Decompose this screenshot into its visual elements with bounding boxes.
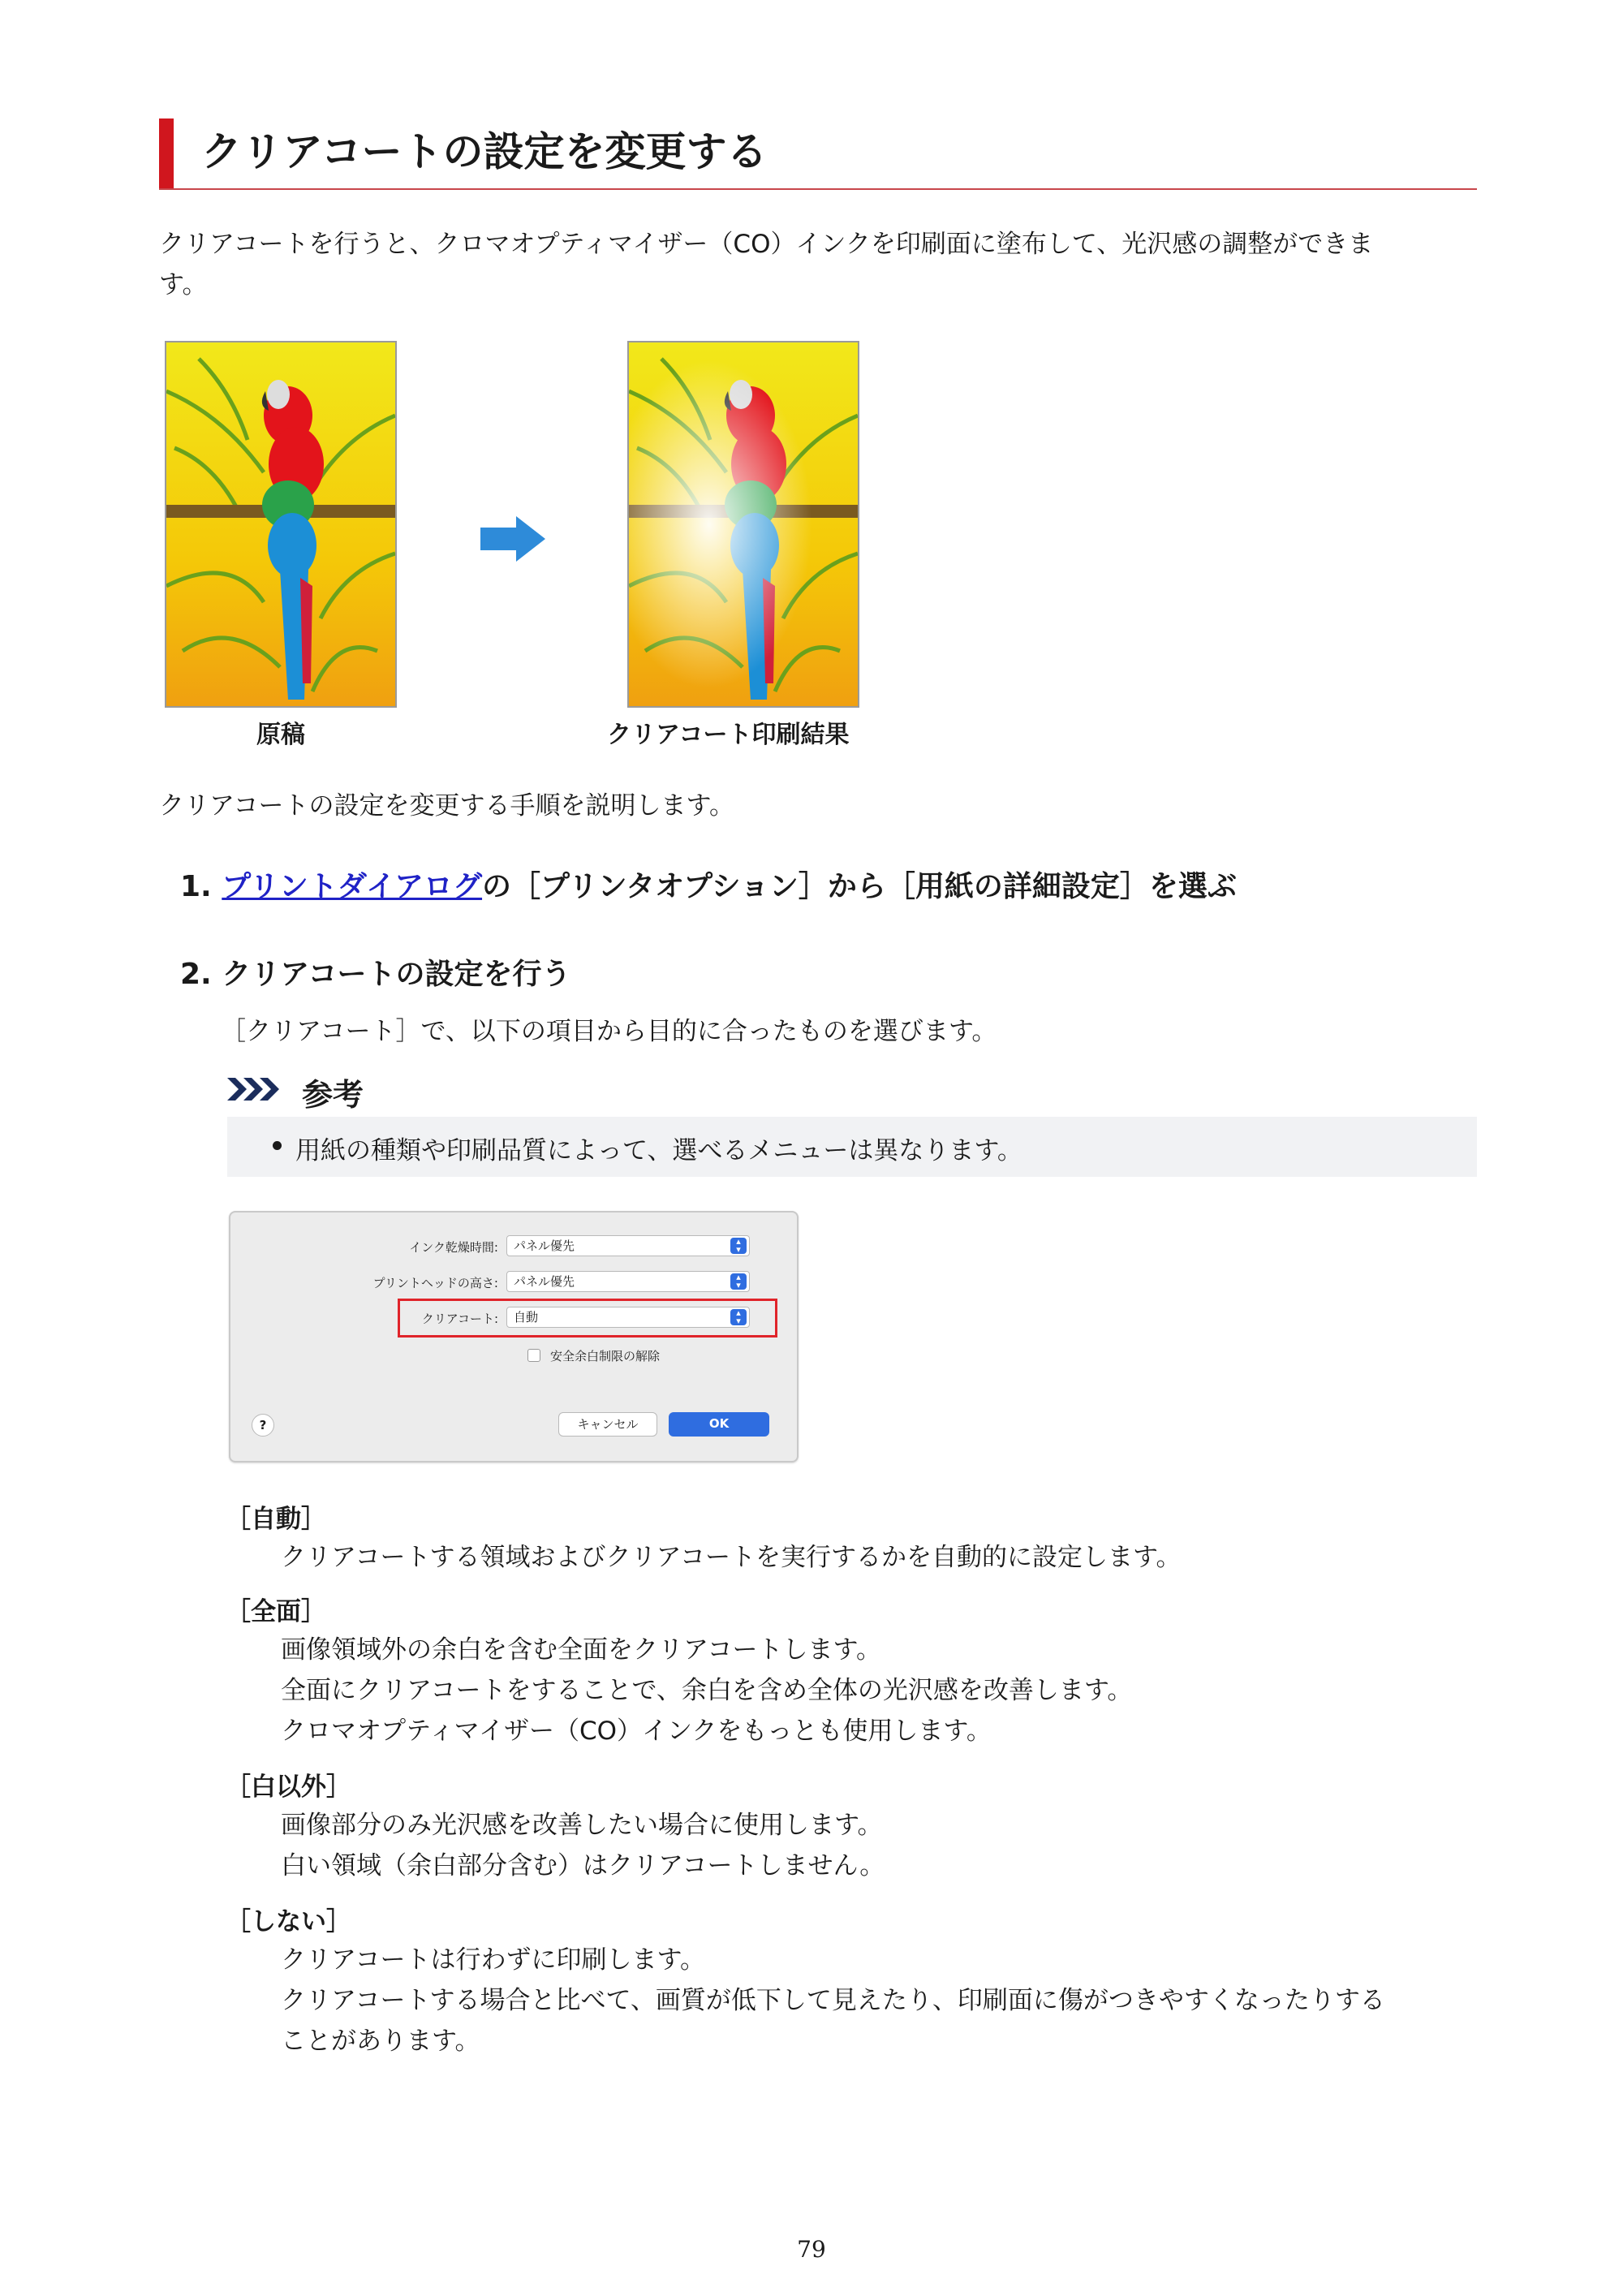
option-full-title: ［全面］: [226, 1597, 326, 1626]
result-caption: クリアコート印刷結果: [607, 721, 850, 749]
option-full-line-1: 画像領域外の余白を含む全面をクリアコートします。: [281, 1635, 881, 1665]
step-2-description: ［クリアコート］で、以下の項目から目的に合ったものを選びます。: [221, 1017, 997, 1046]
clear-coat-result-image: [627, 341, 859, 708]
ink-dry-select[interactable]: [506, 1235, 750, 1256]
original-image: [165, 341, 397, 708]
ink-dry-label: インク乾燥時間:: [409, 1240, 498, 1255]
clear-coat-value: 自動: [514, 1310, 539, 1325]
option-non-white-line-2: 白い領域（余白部分含む）はクリアコートしません。: [281, 1851, 885, 1880]
select-chevron-icon: ▴ ▾: [730, 1309, 747, 1325]
select-chevron-icon: ▴ ▾: [730, 1238, 747, 1254]
procedure-intro: クリアコートの設定を変更する手順を説明します。: [159, 791, 734, 821]
select-chevron-icon: ▴ ▾: [730, 1273, 747, 1290]
print-options-dialog: [229, 1211, 799, 1462]
option-none-title: ［しない］: [226, 1907, 351, 1936]
head-height-value: パネル優先: [514, 1274, 575, 1289]
note-chevrons-icon: [227, 1078, 281, 1101]
clear-coat-select[interactable]: [506, 1307, 750, 1328]
option-none-line-2: クリアコートする場合と比べて、画質が低下して見えたり、印刷面に傷がつきやすくなったりする: [281, 1986, 1385, 2015]
option-none-line-1: クリアコートは行わずに印刷します。: [281, 1945, 705, 1975]
heading-divider: [159, 188, 1477, 190]
ok-button[interactable]: OK: [669, 1412, 769, 1437]
cancel-button[interactable]: キャンセル: [558, 1412, 657, 1437]
option-non-white-line-1: 画像部分のみ光沢感を改善したい場合に使用します。: [281, 1811, 883, 1840]
option-non-white-title: ［白以外］: [226, 1773, 351, 1802]
option-full-line-2: 全面にクリアコートをすることで、余白を含め全体の光沢感を改善します。: [281, 1676, 1133, 1705]
intro-line-1: クリアコートを行うと、クロマオプティマイザー（CO）インクを印刷面に塗布して、光沢感の調整ができま: [159, 230, 1374, 259]
heading-accent-bar: [159, 118, 174, 188]
safe-margin-checkbox[interactable]: [527, 1349, 540, 1362]
step-1-number: 1.: [180, 870, 212, 903]
page-number: 79: [797, 2236, 826, 2263]
print-dialog-link[interactable]: プリントダイアログ: [222, 870, 483, 903]
original-caption: 原稿: [256, 721, 305, 749]
option-auto-title: ［自動］: [226, 1505, 326, 1534]
head-height-label: プリントヘッドの高さ:: [372, 1276, 498, 1290]
step-1-text: の［プリンタオプション］から［用紙の詳細設定］を選ぶ: [482, 870, 1237, 903]
step-1: [180, 867, 1237, 907]
step-2: [180, 954, 570, 995]
clear-coat-label: クリアコート:: [421, 1312, 498, 1326]
step-2-number: 2.: [180, 958, 212, 991]
option-auto-line-1: クリアコートする領域およびクリアコートを実行するかを自動的に設定します。: [281, 1543, 1182, 1572]
safe-margin-label: 安全余白制限の解除: [550, 1349, 661, 1363]
note-item: 用紙の種類や印刷品質によって、選べるメニューは異なります。: [295, 1136, 1022, 1165]
head-height-select[interactable]: [506, 1271, 750, 1292]
note-label: 参考: [302, 1077, 364, 1113]
page-title: クリアコートの設定を変更する: [201, 128, 768, 175]
ink-dry-value: パネル優先: [514, 1238, 575, 1253]
arrow-right-icon: [480, 516, 545, 562]
step-2-text: クリアコートの設定を行う: [222, 958, 571, 991]
intro-line-2: す。: [159, 270, 208, 299]
help-button[interactable]: ?: [252, 1414, 274, 1437]
option-none-line-3: ことがあります。: [281, 2027, 480, 2056]
option-full-line-3: クロマオプティマイザー（CO）インクをもっとも使用します。: [281, 1717, 992, 1746]
note-bullet: [273, 1141, 282, 1150]
